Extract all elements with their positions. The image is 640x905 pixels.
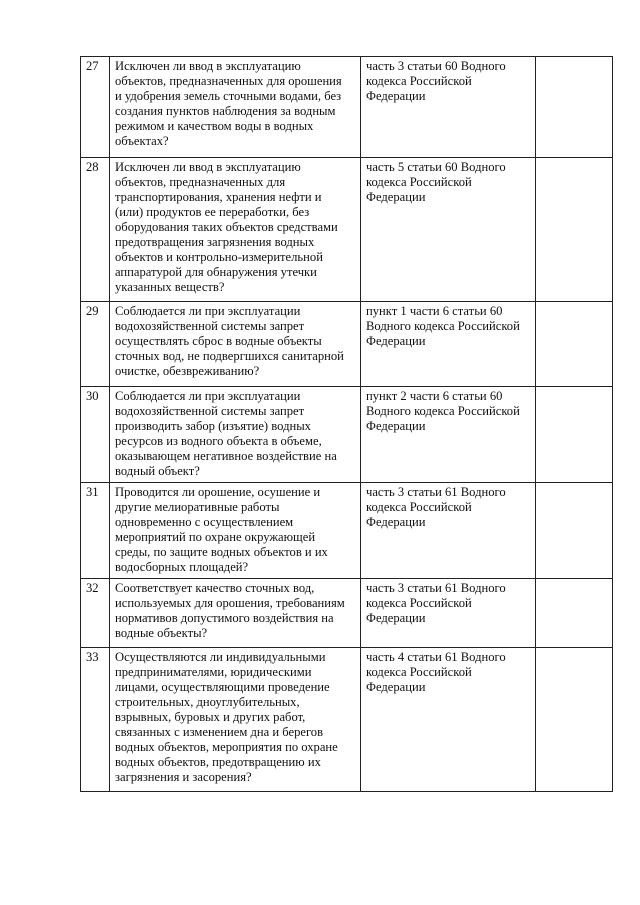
answer-cell xyxy=(536,57,613,158)
table-row xyxy=(81,158,613,302)
legal-reference: пункт 2 части 6 статьи 60 Водного кодекса Российской Федерации xyxy=(361,387,536,483)
row-number: 29 xyxy=(81,302,110,387)
requirement-question: Исключен ли ввод в эксплуатацию объектов, предназначенных для транспортирования, хранения нефти и (или) продуктов ее переработки, без оборудования таких объектов средствами предотвращения загрязнения водных объектов и контрольно-измерительной аппаратурой для обнаружения утечки указанных веществ? xyxy=(110,158,361,302)
requirement-question: Исключен ли ввод в эксплуатацию объектов, предназначенных для орошения и удобрения земель сточными водами, без создания пунктов наблюдения за водным режимом и качеством воды в водных объектах? xyxy=(110,57,361,158)
requirement-question: Соответствует качество сточных вод, используемых для орошения, требованиям нормативов допустимого воздействия на водные объекты? xyxy=(110,579,361,648)
row-number: 32 xyxy=(81,579,110,648)
row-number: 31 xyxy=(81,483,110,579)
row-number: 27 xyxy=(81,57,110,158)
table-row xyxy=(81,579,613,648)
row-number: 30 xyxy=(81,387,110,483)
answer-cell xyxy=(536,648,613,792)
requirement-question: Осуществляются ли индивидуальными предпринимателями, юридическими лицами, осуществляющими проведение строительных, дноуглубительных, взрывных, буровых и других работ, связанных с изменением дна и берегов водных объектов, мероприятия по охране водных объектов, предотвращению их загрязнения и засорения? xyxy=(110,648,361,792)
checklist-table xyxy=(80,56,613,792)
row-number: 33 xyxy=(81,648,110,792)
answer-cell xyxy=(536,302,613,387)
answer-cell xyxy=(536,579,613,648)
table-row xyxy=(81,387,613,483)
table-row xyxy=(81,302,613,387)
requirement-question: Соблюдается ли при эксплуатации водохозяйственной системы запрет осуществлять сброс в водные объекты сточных вод, не подвергшихся санитарной очистке, обезвреживанию? xyxy=(110,302,361,387)
requirement-question: Соблюдается ли при эксплуатации водохозяйственной системы запрет производить забор (изъятие) водных ресурсов из водного объекта в объеме, оказывающем негативное воздействие на водный объект? xyxy=(110,387,361,483)
legal-reference: часть 3 статьи 60 Водного кодекса Российской Федерации xyxy=(361,57,536,158)
legal-reference: пункт 1 части 6 статьи 60 Водного кодекса Российской Федерации xyxy=(361,302,536,387)
legal-reference: часть 5 статьи 60 Водного кодекса Российской Федерации xyxy=(361,158,536,302)
answer-cell xyxy=(536,483,613,579)
table-row xyxy=(81,57,613,158)
table-row xyxy=(81,648,613,792)
legal-reference: часть 4 статьи 61 Водного кодекса Российской Федерации xyxy=(361,648,536,792)
table-row xyxy=(81,483,613,579)
legal-reference: часть 3 статьи 61 Водного кодекса Российской Федерации xyxy=(361,483,536,579)
requirement-question: Проводится ли орошение, осушение и другие мелиоративные работы одновременно с осуществлением мероприятий по охране окружающей среды, по защите водных объектов и их водосборных площадей? xyxy=(110,483,361,579)
row-number: 28 xyxy=(81,158,110,302)
answer-cell xyxy=(536,158,613,302)
legal-reference: часть 3 статьи 61 Водного кодекса Российской Федерации xyxy=(361,579,536,648)
answer-cell xyxy=(536,387,613,483)
